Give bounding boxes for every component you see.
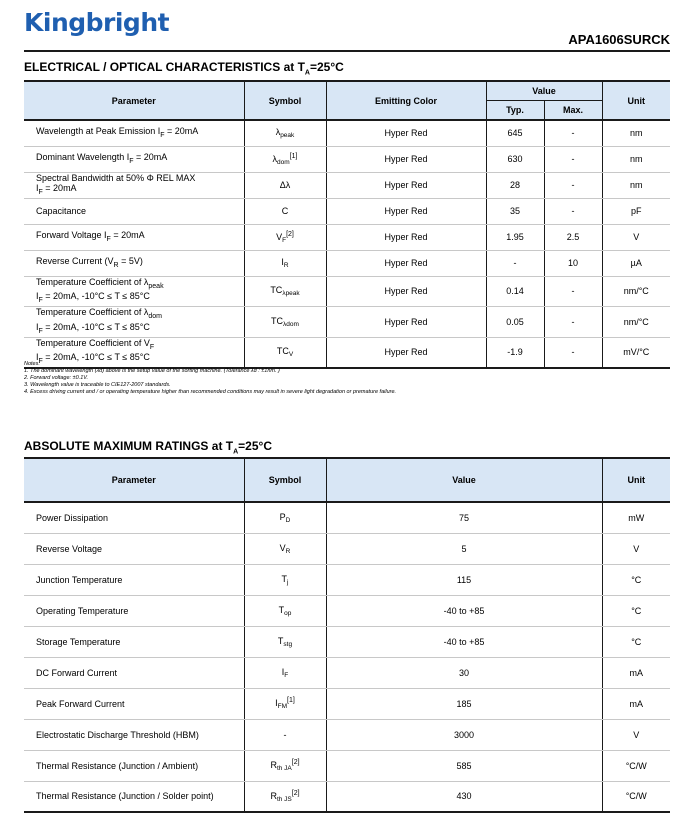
note-4: 4. Excess driving current and / or operating temperature higher than recommended conditions may result in severe light degradation or premature failure. <box>24 389 397 395</box>
table-row <box>24 564 670 595</box>
symbol-base: C <box>281 206 289 216</box>
unit-cell: nm <box>602 146 670 172</box>
color-cell: Hyper Red <box>326 172 486 198</box>
value-cell: 430 <box>326 781 602 812</box>
parameter-cell: DC Forward Current <box>24 657 244 688</box>
max-cell: - <box>544 276 602 307</box>
col-unit: Unit <box>602 81 670 120</box>
section-title-electrical: ELECTRICAL / OPTICAL CHARACTERISTICS at $T_A=25^\circ C$ <box>24 60 344 77</box>
table-row <box>24 250 670 276</box>
parameter-cell: Power Dissipation <box>24 502 244 533</box>
unit-cell: mA <box>602 688 670 719</box>
symbol-subscript: op <box>284 609 292 617</box>
symbol-base: - <box>283 729 287 740</box>
symbol-cell <box>244 307 326 338</box>
parameter-cell: Operating Temperature <box>24 595 244 626</box>
color-cell: Hyper Red <box>326 198 486 224</box>
note-3: 3. Wavelength value is traceable to CIE127-2007 standards. <box>24 382 171 388</box>
color-cell: Hyper Red <box>326 224 486 250</box>
typ-cell: 0.05 <box>486 307 544 338</box>
symbol-cell <box>244 224 326 250</box>
symbol-base: R <box>270 760 277 770</box>
unit-cell: nm <box>602 172 670 198</box>
parameter-cell: Electrostatic Discharge Threshold (HBM) <box>24 719 244 750</box>
typ-cell: 28 <box>486 172 544 198</box>
col-emitting-color: Emitting Color <box>326 81 486 120</box>
symbol-note: [1] <box>289 152 298 160</box>
max-cell: - <box>544 120 602 146</box>
col-max: Max. <box>544 101 602 121</box>
parameter-cell: Storage Temperature <box>24 626 244 657</box>
parameter-line: Forward Voltage $I_F = 20mA$ <box>36 229 145 243</box>
unit-cell: °C <box>602 595 670 626</box>
parameter-cell <box>24 120 244 146</box>
parameter-line: $I_F = 20mA$, -10°C ≤ T ≤ 85°C <box>36 321 150 335</box>
symbol-subscript: λpeak <box>282 290 300 298</box>
symbol-cell <box>244 564 326 595</box>
symbol-base: V <box>279 542 286 553</box>
symbol-subscript: λdom <box>283 320 299 328</box>
symbol-base: TC <box>270 285 283 296</box>
parameter-line: Reverse Current $(V_R = 5V)$ <box>36 255 143 269</box>
color-cell: Hyper Red <box>326 276 486 307</box>
symbol-base: R <box>270 790 277 801</box>
unit-cell: V <box>602 719 670 750</box>
symbol-subscript: R <box>285 547 291 555</box>
symbol-cell <box>244 626 326 657</box>
parameter-cell <box>24 224 244 250</box>
symbol-base: I <box>281 666 285 677</box>
symbol-cell <box>244 750 326 781</box>
section-title-absolute-max: ABSOLUTE MAXIMUM RATINGS at $T_A=25^\circ C$ <box>24 439 272 456</box>
symbol-subscript: th JS <box>276 795 292 803</box>
typ-cell: 35 <box>486 198 544 224</box>
symbol-cell <box>244 198 326 224</box>
col-symbol: Symbol <box>244 81 326 120</box>
symbol-base: λ <box>272 153 278 164</box>
color-cell: Hyper Red <box>326 146 486 172</box>
parameter-cell: Junction Temperature <box>24 564 244 595</box>
parameter-line: $I_F = 20mA$ <box>36 182 77 196</box>
symbol-subscript: stg <box>283 640 293 648</box>
unit-cell: nm/°C <box>602 276 670 307</box>
symbol-subscript: F <box>284 671 289 679</box>
parameter-line: $I_F = 20mA$, -10°C ≤ T ≤ 85°C <box>36 291 150 305</box>
symbol-base: T <box>277 635 284 646</box>
symbol-base: I <box>275 698 278 708</box>
unit-cell: mV/°C <box>602 337 670 368</box>
max-cell: - <box>544 146 602 172</box>
symbol-cell <box>244 595 326 626</box>
max-cell: 10 <box>544 250 602 276</box>
max-cell: - <box>544 172 602 198</box>
symbol-cell <box>244 120 326 146</box>
table-row <box>24 198 670 224</box>
parameter-line: Spectral Bandwidth at 50% Φ REL MAX <box>36 172 196 183</box>
parameter-line: $I_F = 20mA$, -10°C ≤ T ≤ 85°C <box>36 352 150 366</box>
symbol-cell <box>244 688 326 719</box>
symbol-note: [1] <box>287 697 295 704</box>
unit-cell: nm/°C <box>602 307 670 338</box>
parameter-cell: Thermal Resistance (Junction / Ambient) <box>24 750 244 781</box>
table-row <box>24 688 670 719</box>
symbol-base: T <box>278 604 285 615</box>
unit-cell: pF <box>602 198 670 224</box>
symbol-base: T <box>281 573 288 584</box>
symbol-cell <box>244 276 326 307</box>
symbol-base: λ <box>275 127 281 138</box>
symbol-cell <box>244 250 326 276</box>
col-parameter: Parameter <box>24 81 244 120</box>
note-2: 2. Forward voltage: ±0.1V. <box>24 375 89 381</box>
note-1: 1. The dominant wavelength (λd) above is the setup value of the sorting machine. (Tolerance λd : ±1nm. ) <box>24 368 280 374</box>
parameter-line: Temperature Coefficient of $\lambda_{peak}$ <box>36 276 164 290</box>
value-cell: 30 <box>326 657 602 688</box>
color-cell: Hyper Red <box>326 307 486 338</box>
symbol-base: I <box>281 257 284 267</box>
electrical-table <box>24 80 670 369</box>
symbol-cell <box>244 502 326 533</box>
value-cell: 585 <box>326 750 602 781</box>
unit-cell: °C/W <box>602 750 670 781</box>
col-parameter: Parameter <box>24 458 244 502</box>
header-rule <box>24 50 670 52</box>
max-cell: - <box>544 198 602 224</box>
col-symbol: Symbol <box>244 458 326 502</box>
symbol-subscript: V <box>288 351 294 359</box>
table-row <box>24 750 670 781</box>
value-cell: 3000 <box>326 719 602 750</box>
table-row <box>24 307 670 338</box>
notes-heading: Notes: <box>24 361 40 367</box>
typ-cell: 0.14 <box>486 276 544 307</box>
value-cell: 115 <box>326 564 602 595</box>
col-unit: Unit <box>602 458 670 502</box>
table-row <box>24 781 670 812</box>
absolute-max-table <box>24 457 670 813</box>
table-row <box>24 224 670 250</box>
symbol-cell <box>244 781 326 812</box>
parameter-cell <box>24 307 244 338</box>
notes <box>24 361 396 396</box>
symbol-subscript: FM <box>277 703 288 710</box>
unit-cell: V <box>602 224 670 250</box>
table-row <box>24 626 670 657</box>
symbol-cell <box>244 657 326 688</box>
unit-cell: nm <box>602 120 670 146</box>
value-cell: -40 to +85 <box>326 595 602 626</box>
part-number: APA1606SURCK <box>568 32 670 47</box>
symbol-subscript: j <box>287 578 289 586</box>
value-cell: 185 <box>326 688 602 719</box>
symbol-cell <box>244 533 326 564</box>
table-row <box>24 719 670 750</box>
symbol-base: P <box>279 511 286 522</box>
unit-cell: mA <box>602 657 670 688</box>
symbol-note: [2] <box>291 789 300 797</box>
parameter-cell <box>24 146 244 172</box>
col-value: Value <box>486 81 602 101</box>
typ-cell: 645 <box>486 120 544 146</box>
symbol-note: [2] <box>291 759 300 766</box>
value-cell: 75 <box>326 502 602 533</box>
table-row <box>24 595 670 626</box>
unit-cell: °C <box>602 564 670 595</box>
typ-cell: 630 <box>486 146 544 172</box>
unit-cell: µA <box>602 250 670 276</box>
color-cell: Hyper Red <box>326 337 486 368</box>
parameter-line: Temperature Coefficient of $V_F$ <box>36 337 155 351</box>
unit-cell: mW <box>602 502 670 533</box>
symbol-base: TC <box>276 346 289 357</box>
symbol-subscript: peak <box>280 132 295 140</box>
color-cell: Hyper Red <box>326 120 486 146</box>
symbol-subscript: F <box>282 236 287 244</box>
table-row <box>24 146 670 172</box>
symbol-cell <box>244 146 326 172</box>
symbol-subscript: R <box>283 262 289 269</box>
parameter-line: Dominant Wavelength $I_F = 20mA$ <box>36 151 168 165</box>
color-cell: Hyper Red <box>326 250 486 276</box>
parameter-cell <box>24 198 244 224</box>
symbol-subscript: D <box>285 516 291 524</box>
unit-cell: °C <box>602 626 670 657</box>
table-row <box>24 120 670 146</box>
col-value: Value <box>326 458 602 502</box>
table-row <box>24 276 670 307</box>
unit-cell: V <box>602 533 670 564</box>
parameter-cell <box>24 172 244 198</box>
symbol-base: V <box>276 231 283 242</box>
parameter-cell <box>24 276 244 307</box>
parameter-cell: Peak Forward Current <box>24 688 244 719</box>
symbol-base: Δλ <box>279 180 291 190</box>
table-row <box>24 172 670 198</box>
table-row <box>24 657 670 688</box>
parameter-line: Temperature Coefficient of $\lambda_{dom}$ <box>36 307 163 320</box>
symbol-cell <box>244 172 326 198</box>
table-row <box>24 533 670 564</box>
symbol-subscript: dom <box>277 158 290 166</box>
unit-cell: °C/W <box>602 781 670 812</box>
max-cell: 2.5 <box>544 224 602 250</box>
parameter-cell: Thermal Resistance (Junction / Solder point) <box>24 781 244 812</box>
parameter-line: Wavelength at Peak Emission $I_F = 20mA$ <box>36 125 199 139</box>
symbol-base: TC <box>271 315 284 326</box>
symbol-subscript: th JA <box>276 765 292 772</box>
symbol-note: [2] <box>286 230 294 238</box>
symbol-cell <box>244 719 326 750</box>
value-cell: 5 <box>326 533 602 564</box>
table-row <box>24 502 670 533</box>
typ-cell: - <box>486 250 544 276</box>
parameter-cell: Reverse Voltage <box>24 533 244 564</box>
brand-logo: Kingbright <box>24 8 170 37</box>
parameter-cell <box>24 250 244 276</box>
typ-cell: 1.95 <box>486 224 544 250</box>
value-cell: -40 to +85 <box>326 626 602 657</box>
col-typ: Typ. <box>486 101 544 121</box>
typ-cell: -1.9 <box>486 337 544 368</box>
parameter-line: Capacitance <box>36 206 87 216</box>
max-cell: - <box>544 307 602 338</box>
max-cell: - <box>544 337 602 368</box>
